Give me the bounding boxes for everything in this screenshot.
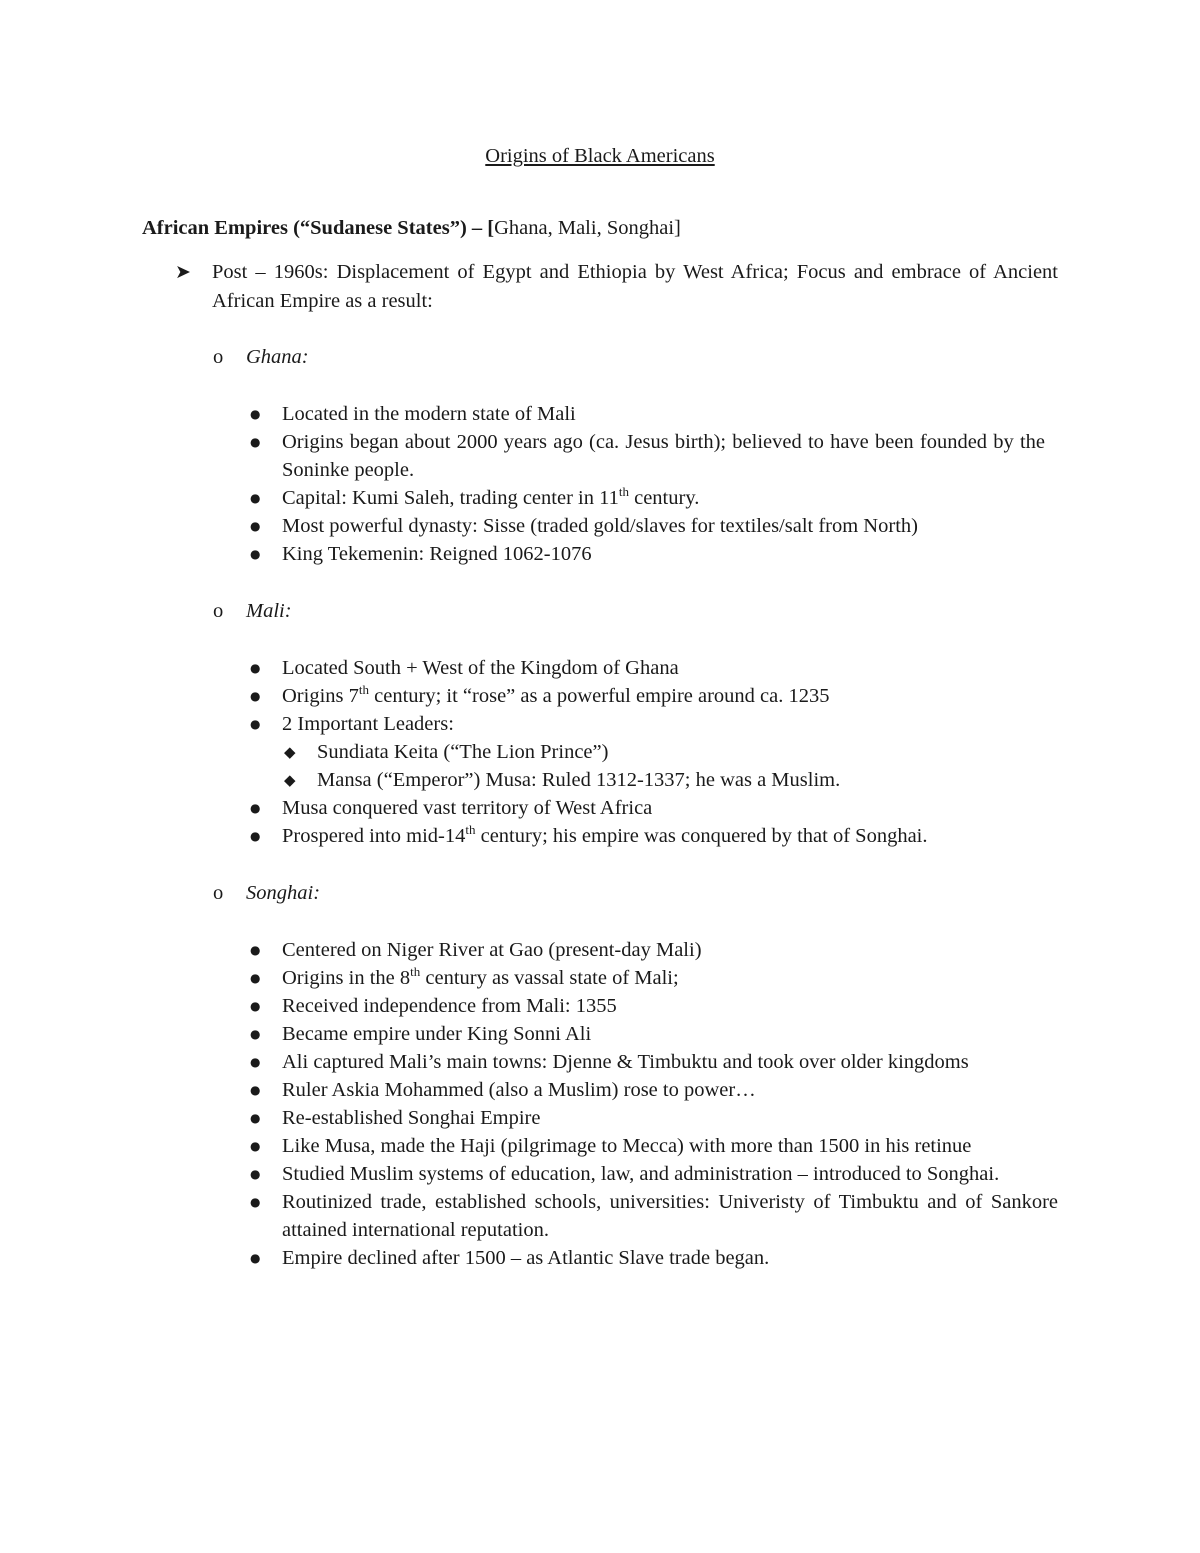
bullet-icon: ● — [250, 1083, 261, 1097]
diamond-bullet-icon: ◆ — [284, 743, 296, 761]
list-item-text: Ali captured Mali’s main towns: Djenne & Timbuktu and took over older kingdoms — [282, 1051, 969, 1073]
ghana-list — [250, 400, 1045, 568]
list-item — [250, 400, 1045, 428]
list-item — [250, 1104, 1058, 1132]
list-item-text: Located in the modern state of Mali — [282, 403, 576, 425]
leaders-list — [282, 738, 1058, 794]
list-item-text: Located South + West of the Kingdom of Ghana — [282, 657, 679, 679]
list-item-text: century; it “rose” as a powerful empire around ca. 1235 — [369, 685, 830, 707]
list-item-text: Routinized trade, established schools, universities: Univeristy of Timbuktu and of Sankore attained international reputation. — [282, 1191, 1058, 1241]
bullet-icon: ● — [250, 435, 261, 449]
list-item — [250, 484, 1045, 512]
bullet-icon: ● — [250, 1251, 261, 1265]
bullet-icon: ● — [250, 547, 261, 561]
page-title: Origins of Black Americans — [485, 145, 715, 167]
bullet-icon: ● — [250, 801, 261, 815]
list-item-text: Like Musa, made the Haji (pilgrimage to Mecca) with more than 1500 in his retinue — [282, 1135, 972, 1157]
bullet-icon: ● — [250, 717, 261, 731]
list-item-text: Origins 7 — [282, 685, 359, 707]
bullet-icon: ● — [250, 829, 261, 843]
bullet-icon: ● — [250, 999, 261, 1013]
list-item-text: Re-established Songhai Empire — [282, 1107, 541, 1129]
intro-text: Post – 1960s: Displacement of Egypt and Ethiopia by West Africa; Focus and embrace of Ancient African Empire as a result: — [212, 261, 1058, 312]
list-item-text: Origins began about 2000 years ago (ca. Jesus birth); believed to have been founded by the Soninke people. — [282, 431, 1045, 481]
bullet-icon: ● — [250, 407, 261, 421]
list-item — [250, 1188, 1058, 1244]
list-item-text: Musa conquered vast territory of West Africa — [282, 797, 653, 819]
list-item-text: Received independence from Mali: 1355 — [282, 995, 617, 1017]
list-item-text: century. — [628, 487, 700, 509]
bullet-icon: ● — [250, 1167, 261, 1181]
list-item — [250, 992, 1058, 1020]
superscript: th — [618, 484, 629, 500]
list-item — [250, 1076, 1058, 1104]
section-heading-rest: Ghana, Mali, Songhai] — [494, 217, 681, 239]
list-item — [250, 512, 1045, 540]
list-item — [250, 964, 1058, 992]
list-item — [250, 682, 1058, 710]
list-item — [250, 1132, 1058, 1160]
intro-arrow-item — [175, 258, 1058, 316]
superscript: th — [410, 964, 421, 980]
list-item — [250, 428, 1045, 484]
arrow-bullet-icon: ➤ — [175, 261, 191, 283]
leader-item-text: Sundiata Keita (“The Lion Prince”) — [317, 741, 609, 763]
bullet-icon: ● — [250, 1055, 261, 1069]
list-item — [250, 1048, 1058, 1076]
list-item-text: Capital: Kumi Saleh, trading center in 11 — [282, 487, 619, 509]
list-item-text: King Tekemenin: Reigned 1062-1076 — [282, 543, 592, 565]
bullet-icon: ● — [250, 519, 261, 533]
list-item — [250, 1160, 1058, 1188]
leader-item — [282, 738, 1058, 766]
bullet-icon: ● — [250, 1027, 261, 1041]
leader-item-text: Mansa (“Emperor”) Musa: Ruled 1312-1337; he was a Muslim. — [317, 769, 841, 791]
subheading-ghana-label: Ghana: — [246, 346, 309, 368]
list-item-text: Became empire under King Sonni Ali — [282, 1023, 592, 1045]
sub-bullet-marker: o — [213, 600, 224, 622]
subheading-songhai — [213, 879, 320, 907]
list-item-text: Empire declined after 1500 – as Atlantic Slave trade began. — [282, 1247, 770, 1269]
list-item-text: Most powerful dynasty: Sisse (traded gold/slaves for textiles/salt from North) — [282, 515, 918, 537]
superscript: th — [465, 822, 476, 838]
bullet-icon: ● — [250, 1195, 261, 1209]
list-item — [250, 654, 1058, 682]
bullet-icon: ● — [250, 1111, 261, 1125]
section-heading — [142, 214, 681, 242]
list-item — [250, 710, 1058, 794]
subheading-songhai-label: Songhai: — [246, 882, 321, 904]
subheading-mali — [213, 597, 292, 625]
list-item-text: Centered on Niger River at Gao (present-day Mali) — [282, 939, 702, 961]
list-item — [250, 794, 1058, 822]
sub-bullet-marker: o — [213, 346, 224, 368]
list-item-text: Origins in the 8 — [282, 967, 411, 989]
subheading-mali-label: Mali: — [246, 600, 292, 622]
list-item-text: century; his empire was conquered by that of Songhai. — [475, 825, 928, 847]
list-item — [250, 1020, 1058, 1048]
list-item-text: Prospered into mid-14 — [282, 825, 466, 847]
diamond-bullet-icon: ◆ — [284, 771, 296, 789]
bullet-icon: ● — [250, 661, 261, 675]
songhai-list — [250, 936, 1058, 1272]
bullet-icon: ● — [250, 971, 261, 985]
superscript: th — [358, 682, 369, 698]
bullet-icon: ● — [250, 689, 261, 703]
list-item — [250, 822, 1058, 850]
bullet-icon: ● — [250, 1139, 261, 1153]
mali-list — [250, 654, 1058, 850]
subheading-ghana — [213, 343, 309, 371]
leader-item — [282, 766, 1058, 794]
list-item — [250, 540, 1045, 568]
list-item — [250, 1244, 1058, 1272]
list-item-text: century as vassal state of Mali; — [420, 967, 679, 989]
sub-bullet-marker: o — [213, 882, 224, 904]
list-item-text: Ruler Askia Mohammed (also a Muslim) rose to power… — [282, 1079, 756, 1101]
list-item — [250, 936, 1058, 964]
bullet-icon: ● — [250, 943, 261, 957]
section-heading-bold: African Empires (“Sudanese States”) – [ — [142, 217, 495, 239]
list-item-text: Studied Muslim systems of education, law, and administration – introduced to Songhai. — [282, 1163, 1000, 1185]
bullet-icon: ● — [250, 491, 261, 505]
list-item-text: 2 Important Leaders: — [282, 713, 454, 735]
